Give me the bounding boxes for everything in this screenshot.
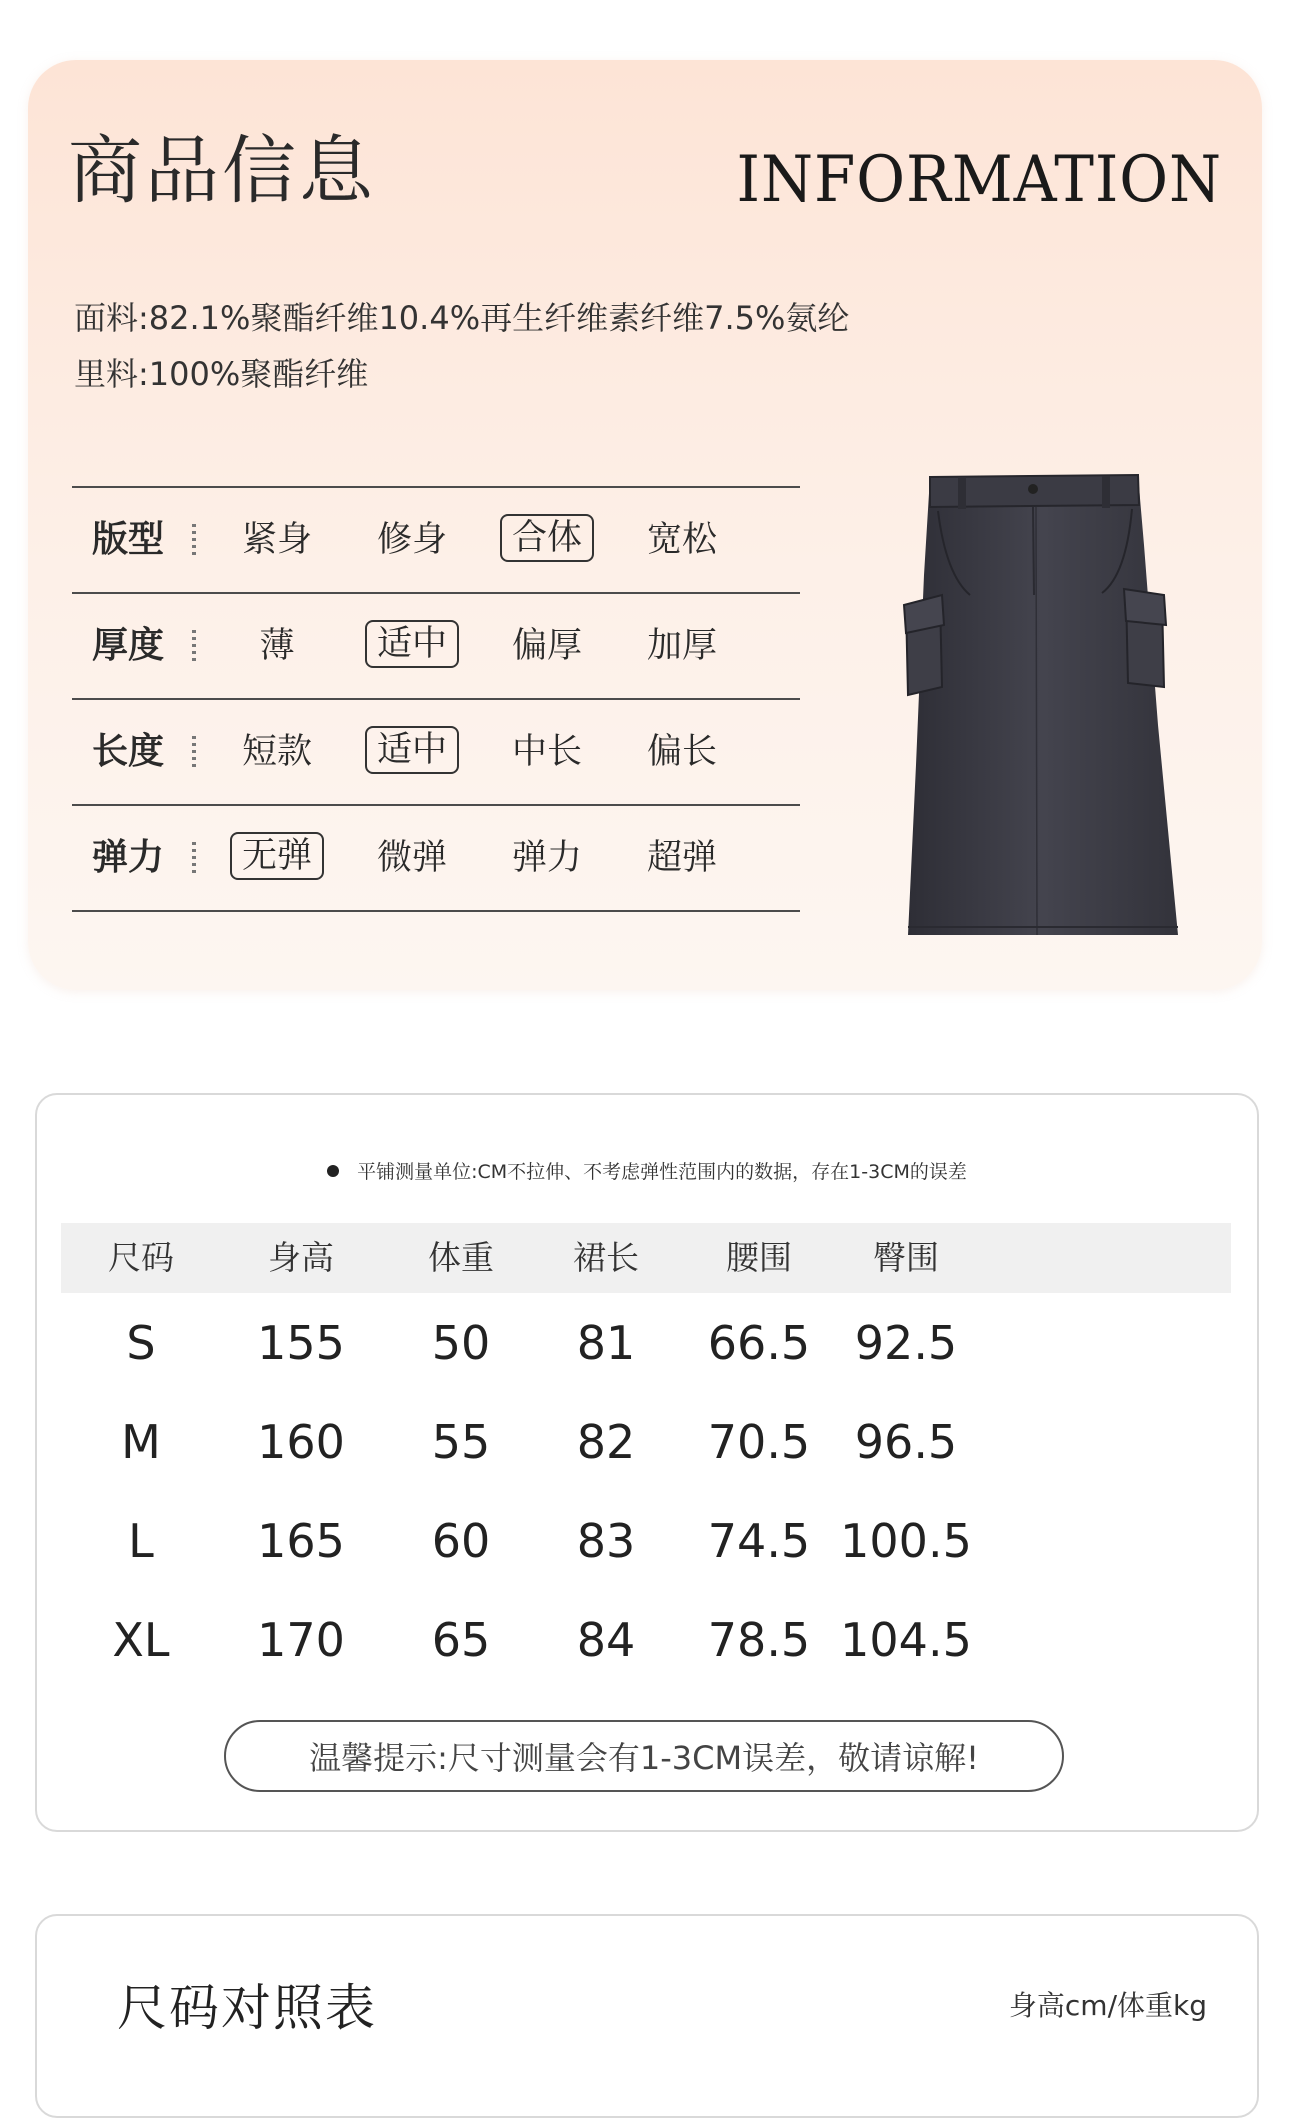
- bullet-dot: [327, 1165, 339, 1177]
- table-cell: 96.5: [854, 1415, 958, 1469]
- table-cell: XL: [112, 1613, 170, 1667]
- attribute-row: [72, 804, 800, 912]
- attribute-option-text: 宽松: [646, 520, 717, 560]
- table-row: [61, 1293, 1231, 1392]
- attribute-option-text: 紧身: [241, 520, 312, 560]
- attribute-option-text: 薄: [259, 626, 295, 666]
- measurement-note-text: 平铺测量单位:CM不拉伸、不考虑弹性范围内的数据，存在1-3CM的误差: [357, 1161, 967, 1183]
- table-row: [61, 1491, 1231, 1590]
- attribute-option-text: 适中: [365, 726, 459, 774]
- attribute-option-text: 超弹: [646, 838, 717, 878]
- fabric-lining: 里料:100%聚酯纤维: [74, 355, 369, 393]
- table-cell: 92.5: [854, 1316, 958, 1370]
- table-cell: 78.5: [707, 1613, 811, 1667]
- attribute-option: [492, 806, 602, 910]
- table-row: [61, 1590, 1231, 1689]
- attribute-option-selected: [222, 806, 332, 910]
- table-cell: 170: [257, 1613, 345, 1667]
- attribute-option: [492, 700, 602, 804]
- measurement-note: [37, 1157, 1257, 1184]
- size-chart-card: [35, 1093, 1259, 1832]
- table-row: [61, 1392, 1231, 1491]
- attribute-option-selected: [357, 700, 467, 804]
- product-info-card: [28, 60, 1262, 990]
- attribute-option: [492, 594, 602, 698]
- attribute-row: [72, 698, 800, 804]
- attribute-option-text: 中长: [511, 732, 582, 772]
- column-header: 体重: [428, 1238, 494, 1277]
- table-cell: 104.5: [840, 1613, 972, 1667]
- attribute-row: [72, 486, 800, 592]
- table-cell: S: [126, 1316, 156, 1370]
- attribute-option-text: 偏厚: [511, 626, 582, 666]
- dotted-separator: [192, 524, 196, 556]
- table-cell: 155: [257, 1316, 345, 1370]
- table-cell: 65: [431, 1613, 491, 1667]
- column-header: 身高: [268, 1238, 334, 1277]
- skirt-image: [888, 465, 1188, 935]
- attribute-label: 弹力: [92, 837, 165, 878]
- attribute-option: [357, 806, 467, 910]
- attribute-option-text: 弹力: [511, 838, 582, 878]
- size-reference-label: 身高cm/体重kg: [1008, 1989, 1207, 2022]
- attribute-option-text: 合体: [500, 514, 594, 562]
- table-cell: 84: [576, 1613, 636, 1667]
- size-reference-title: 尺码对照表: [117, 1979, 377, 2037]
- attribute-label: 长度: [92, 731, 165, 772]
- attribute-option-text: 无弹: [230, 832, 324, 880]
- column-header: 尺码: [108, 1238, 174, 1277]
- attribute-option: [627, 806, 737, 910]
- table-cell: 81: [576, 1316, 636, 1370]
- size-table-header: [61, 1223, 1231, 1293]
- attribute-option: [222, 700, 332, 804]
- table-cell: 100.5: [840, 1514, 972, 1568]
- table-cell: 74.5: [707, 1514, 811, 1568]
- table-cell: 160: [257, 1415, 345, 1469]
- table-cell: 55: [431, 1415, 491, 1469]
- attribute-option-text: 微弹: [376, 838, 447, 878]
- dotted-separator: [192, 630, 196, 662]
- attribute-option-text: 修身: [376, 520, 447, 560]
- table-cell: M: [121, 1415, 161, 1469]
- attribute-option: [357, 488, 467, 592]
- fabric-outer: 面料:82.1%聚酯纤维10.4%再生纤维素纤维7.5%氨纶: [74, 299, 850, 337]
- info-title: 商品信息: [68, 128, 376, 214]
- dotted-separator: [192, 842, 196, 874]
- column-header: 臀围: [873, 1238, 939, 1277]
- size-reference-card: [35, 1914, 1259, 2118]
- attribute-option: [222, 488, 332, 592]
- table-cell: 60: [431, 1514, 491, 1568]
- attribute-option-text: 适中: [365, 620, 459, 668]
- dotted-separator: [192, 736, 196, 768]
- table-cell: L: [128, 1514, 154, 1568]
- table-cell: 66.5: [707, 1316, 811, 1370]
- attribute-option: [627, 700, 737, 804]
- attribute-label: 厚度: [92, 625, 165, 666]
- table-cell: 50: [431, 1316, 491, 1370]
- attribute-option: [627, 594, 737, 698]
- table-cell: 82: [576, 1415, 636, 1469]
- attribute-option-text: 加厚: [646, 626, 717, 666]
- info-title-en: INFORMATION: [736, 143, 1222, 217]
- attribute-row: [72, 592, 800, 698]
- fabric-composition: [74, 290, 849, 402]
- attribute-table: [72, 486, 800, 912]
- table-cell: 165: [257, 1514, 345, 1568]
- attribute-option-text: 短款: [241, 732, 312, 772]
- attribute-option: [222, 594, 332, 698]
- column-header: 腰围: [726, 1238, 792, 1277]
- column-header: 裙长: [573, 1238, 639, 1277]
- table-cell: 70.5: [707, 1415, 811, 1469]
- attribute-option-selected: [357, 594, 467, 698]
- tip-banner: 温馨提示:尺寸测量会有1-3CM误差，敬请谅解!: [224, 1720, 1064, 1792]
- attribute-option: [627, 488, 737, 592]
- attribute-option-selected: [492, 488, 602, 592]
- table-cell: 83: [576, 1514, 636, 1568]
- attribute-label: 版型: [92, 519, 165, 560]
- attribute-option-text: 偏长: [646, 732, 717, 772]
- size-table: [61, 1223, 1231, 1689]
